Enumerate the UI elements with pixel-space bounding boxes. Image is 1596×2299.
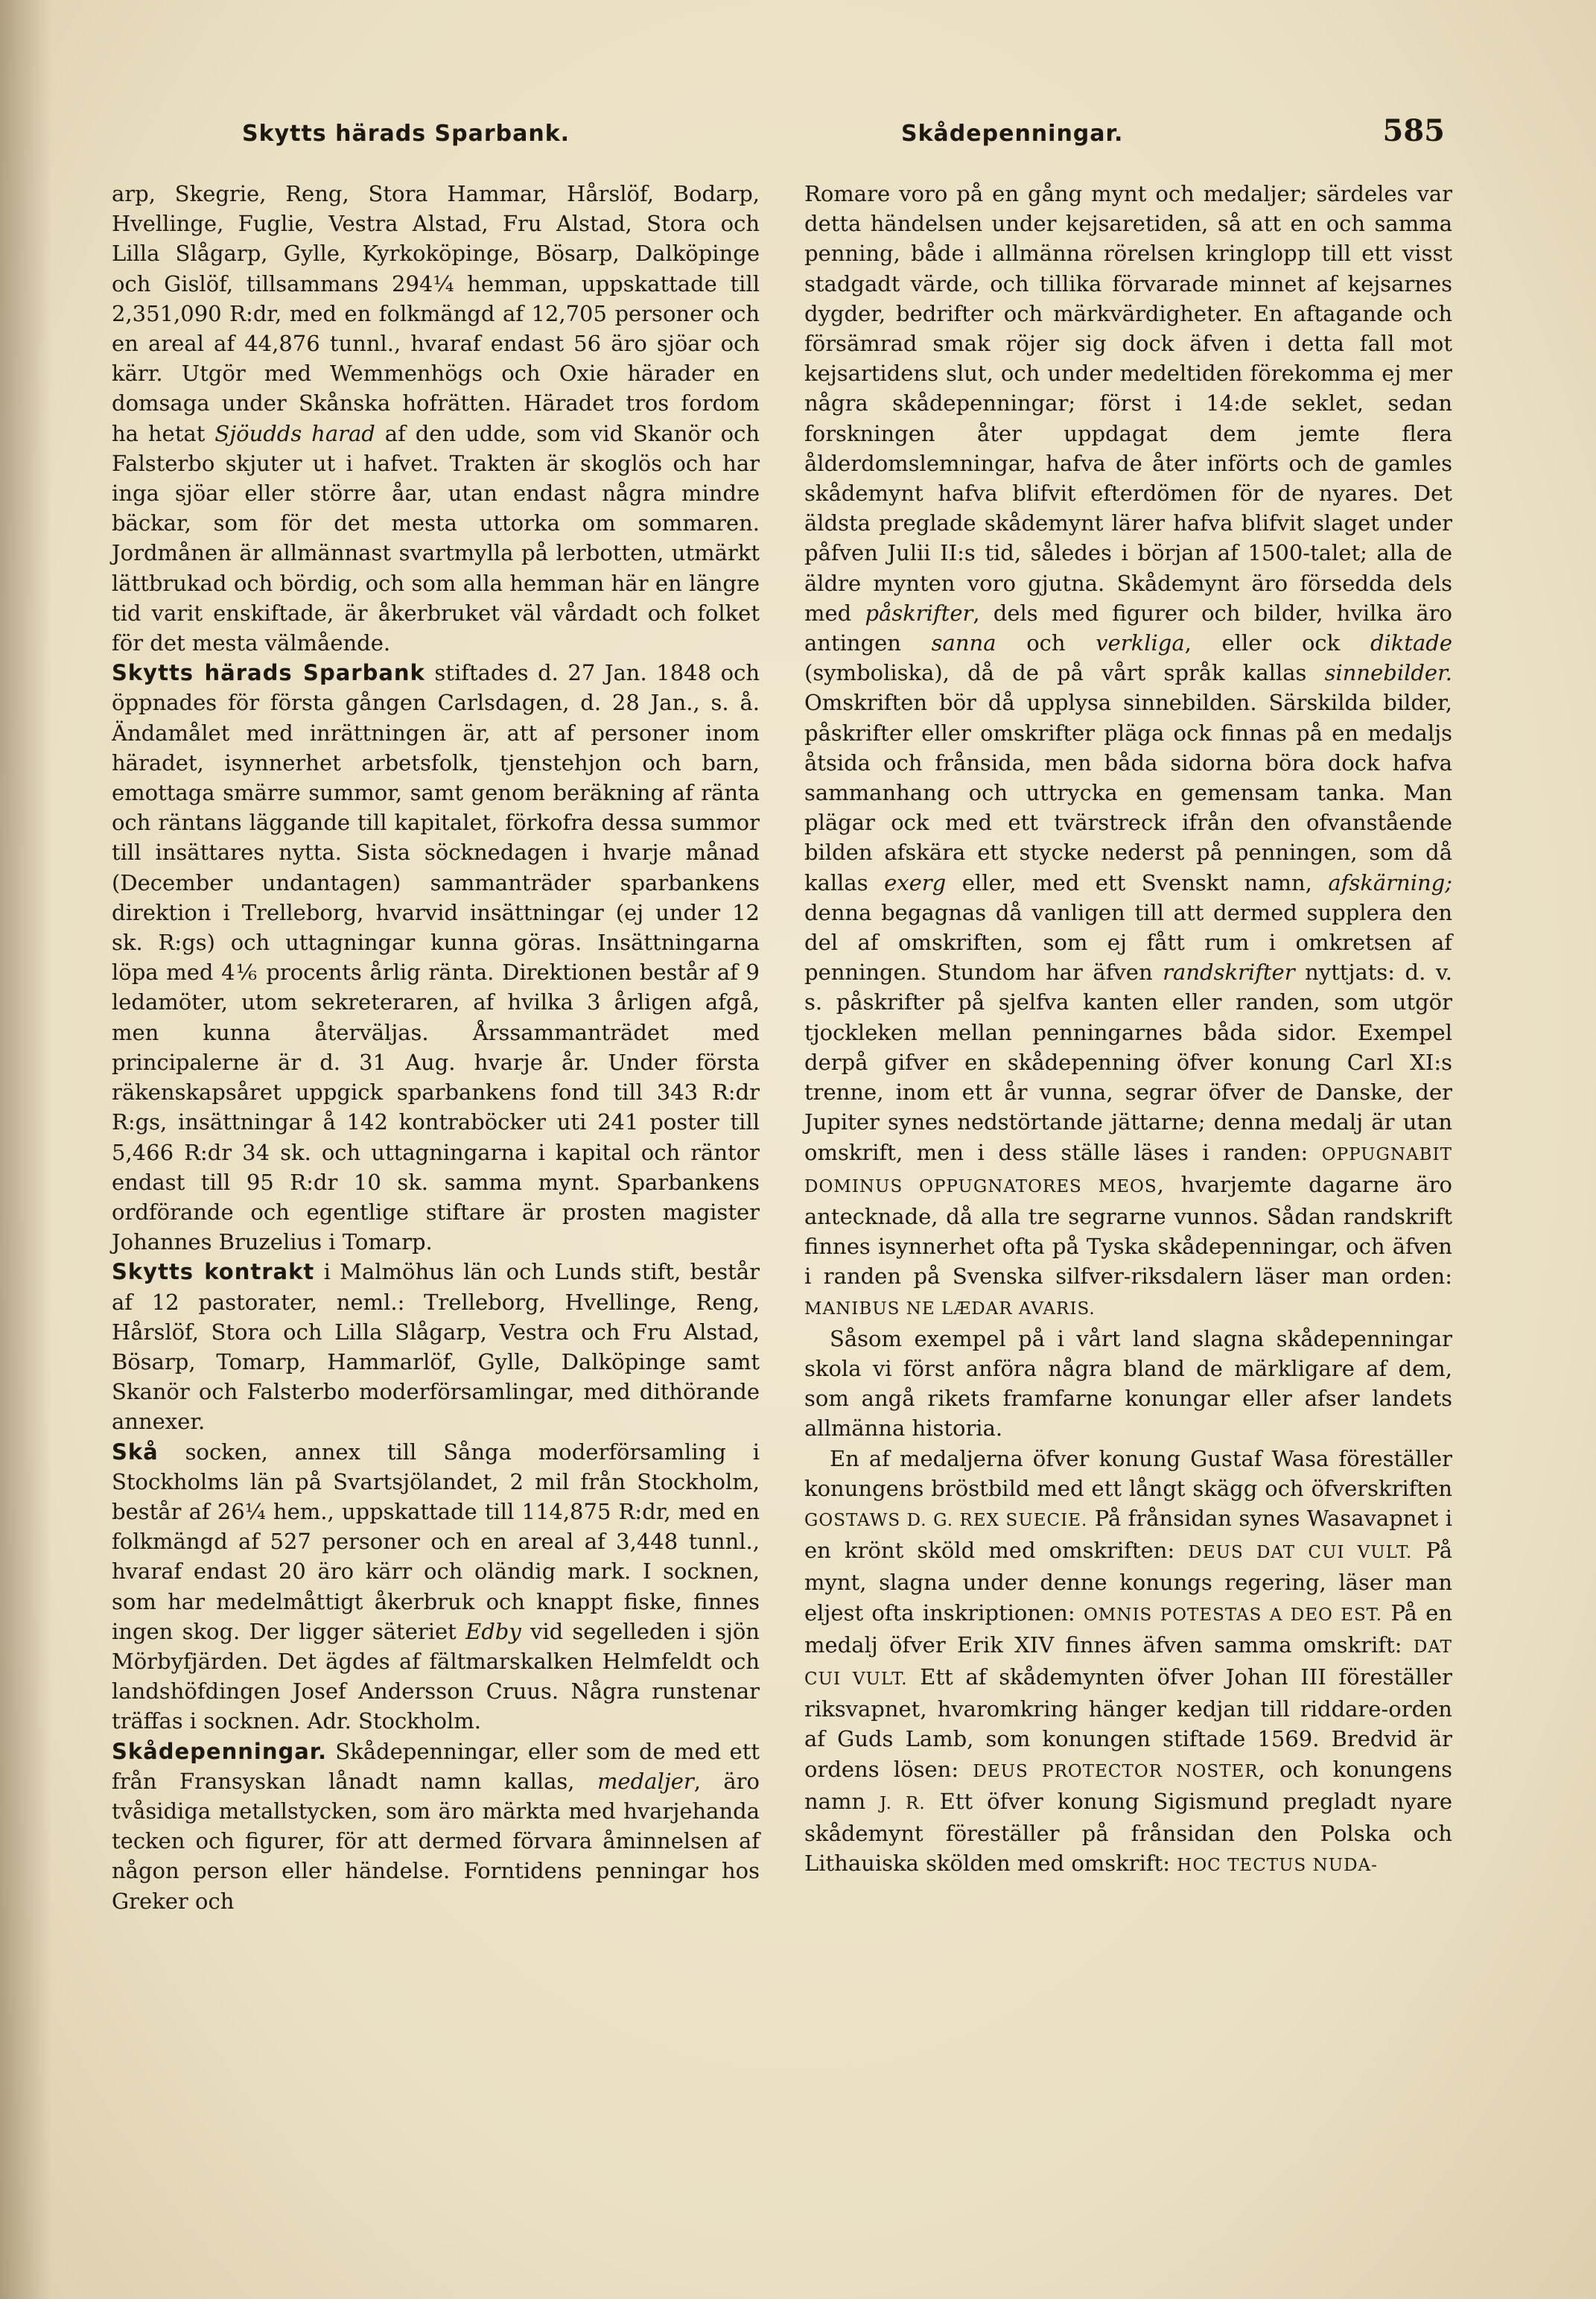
header-left: Skytts härads Sparbank.: [242, 121, 570, 147]
right-column: [804, 179, 1452, 1880]
paragraph-medals-intro: Romare voro på en gång mynt och medaljer; särdeles var detta händelsen under kejsaretiden, så att en och samma penning, både i allmänna rörelsen kringlopp till ett visst stadgadt värde, och tillika förvarade minnet af kejsarnes dygder, bedrifter och märkvärdigheter. En aftagande och försämrad smak röjer sig dock äfven i detta fall mot kejsartidens slut, och under medeltiden förekomma ej mer några skådepenningar; först i 14:de seklet, sedan forskningen åter uppdagat dem jemte flera ålderdomslemningar, hafva de åter införts och de gamles skådemynt hafva blifvit efterdömen för de nyares. Det äldsta preglade skådemynt lärer hafva blifvit slaget under påfven Julii II:s tid, således i början af 1500-talet; alla de äldre mynten voro gjutna. Skådemynt äro försedda dels med påskrifter, dels med figurer och bilder, hvilka äro antingen sanna och verkliga, eller ock diktade (symboliska), då de på vårt språk kallas sinnebilder. Omskriften bör då upplysa sinnebilden. Särskilda bilder, påskrifter eller omskrifter pläga ock finnas på en medaljs åtsida och frånsida, men båda sidorna böra dock hafva sammanhang och uttrycka en gemensam tanka. Man plägar ock med ett tvärstreck ifrån den ofvanstående bilden afskära ett stycke nederst på penningen, som då kallas exerg eller, med ett Svenskt namn, afskärning; denna begagnas då vanligen till att dermed supplera den del af omskriften, som ej fått rum i omkretsen af penningen. Stundom har äfven randskrifter nyttjats: d. v. s. påskrifter på sjelfva kanten eller randen, som utgör tjockleken mellan penningarnes båda sidor. Exempel derpå gifver en skådepenning öfver konung Carl XI:s trenne, inom ett år vunna, segrar öfver de Danske, der Jupiter synes nedstörtande jättarne; denna medalj är utan omskrift, men i dess ställe läses i randen: OPPUGNABIT DOMINUS OPPUGNATORES MEOS, hvarjemte dagarne äro antecknade, då alla tre segrarne vunnos. Sådan randskrift finnes isynnerhet ofta på Tyska skådepenningar, och äfven i randen på Svenska silfver-riksdalern läser man orden: MANIBUS NE LÆDAR AVARIS.: [804, 181, 1453, 1319]
headword: Skytts härads Sparbank: [112, 660, 425, 686]
page-number: 585: [1382, 113, 1445, 148]
entry-sparbank: Skytts härads Sparbank stiftades d. 27 Jan. 1848 och öppnades för första gången Carlsdagen, d. 28 Jan., s. å. Ändamålet med inrättningen är, att af personer inom häradet, isynnerhet arbetsfolk, tjenstehjon och barn, emottaga smärre summor, samt genom beräkning af ränta och räntans läggande till kapitalet, förkofra dessa summor till insättares nytta. Sista söcknedagen i hvarje månad (December undantagen) sammanträder sparbankens direktion i Trelleborg, hvarvid insättningar (ej under 12 sk. R:gs) och uttagningar kunna göras. Insättningarna löpa med 4⅙ procents årlig ränta. Direktionen består af 9 ledamöter, utom sekreteraren, af hvilka 3 årligen afgå, men kunna återväljas. Årssammanträdet med principalerne är d. 31 Aug. hvarje år. Under första räkenskapsåret uppgick sparbankens fond till 343 R:dr R:gs, insättningar å 142 kontraböcker uti 241 poster till 5,466 R:dr 34 sk. och uttagningarna i kapital och räntor endast till 95 R:dr 10 sk. samma mynt. Sparbankens ordförande och egentlige stiftare är prosten magister Johannes Bruzelius i Tomarp.: [112, 660, 760, 1255]
running-header: [112, 112, 1445, 156]
header-center: Skådepenningar.: [901, 121, 1124, 147]
headword: Skådepenningar.: [112, 1738, 327, 1764]
headword: Skytts kontrakt: [112, 1259, 315, 1285]
binding-shadow: [0, 0, 52, 2299]
entry-ska: Skå socken, annex till Sånga moderförsamling i Stockholms län på Svartsjölandet, 2 mil från Stockholm, består af 26¼ hem., uppskattade till 114,875 R:dr, med en folkmängd af 527 personer och en areal af 3,448 tunnl., hvaraf endast 20 äro kärr och oländig mark. I socknen, som har medelmåttigt åkerbruk och knappt fiske, finnes ingen skog. Der ligger säteriet Edby vid segelleden i sjön Mörbyfjärden. Det ägdes af fältmarskalken Helmfeldt och landshöfdingen Josef Andersson Cruus. Några runstenar träffas i socknen. Adr. Stockholm.: [112, 1439, 760, 1734]
entry-kontrakt: Skytts kontrakt i Malmöhus län och Lunds stift, består af 12 pastorater, neml.: Trelleborg, Hvellinge, Reng, Hårslöf, Stora och Lilla Slågarp, Vestra och Fru Alstad, Bösarp, Tomarp, Hammarlöf, Gylle, Dalköpinge samt Skanör och Falsterbo moderförsamlingar, med dithörande annexer.: [112, 1259, 760, 1435]
paragraph-gustaf-wasa: En af medaljerna öfver konung Gustaf Wasa föreställer konungens bröstbild med ett långt skägg och öfverskriften GOSTAWS D. G. REX SUECIE. På frånsidan synes Wasavapnet i en krönt sköld med omskriften: DEUS DAT CUI VULT. På mynt, slagna under denne konungs regering, läser man eljest ofta inskriptionen: OMNIS POTESTAS A DEO EST. På en medalj öfver Erik XIV finnes äfven samma omskrift: DAT CUI VULT. Ett af skådemynten öfver Johan III föreställer riksvapnet, hvaromkring hänger kedjan till riddare-orden af Guds Lamb, som konungen stiftade 1569. Bredvid är ordens lösen: DEUS PROTECTOR NOSTER, och konungens namn J. R. Ett öfver konung Sigismund pregladt nyare skådemynt föreställer på frånsidan den Polska och Lithauiska skölden med omskrift: HOC TECTUS NUDA-: [804, 1445, 1453, 1877]
left-column: [112, 179, 760, 1916]
paragraph-skytts-harad: arp, Skegrie, Reng, Stora Hammar, Hårslöf, Bodarp, Hvellinge, Fuglie, Vestra Alstad, Fru Alstad, Stora och Lilla Slågarp, Gylle, Kyrkoköpinge, Bösarp, Dalköpinge och Gislöf, tillsammans 294¼ hemman, uppskattade till 2,351,090 R:dr, med en folkmängd af 12,705 personer och en areal af 44,876 tunnl., hvaraf endast 56 äro sjöar och kärr. Utgör med Wemmenhögs och Oxie härader en domsaga under Skånska hofrätten. Häradet tros fordom ha hetat Sjöudds harad af den udde, som vid Skanör och Falsterbo skjuter ut i hafvet. Trakten är skoglös och har inga sjöar eller större åar, utan endast några mindre bäckar, som för det mesta uttorka om sommaren. Jordmånen är allmännast svartmylla på lerbotten, utmärkt lättbrukad och bördig, och som alla hemman här en längre tid varit enskiftade, är åkerbruket väl vårdadt och folket för det mesta välmående.: [112, 181, 760, 656]
paragraph-examples: Såsom exempel på i vårt land slagna skådepenningar skola vi först anföra några bland de märkligare af dem, som angå rikets framfarne konungar eller afser landets allmänna historia.: [804, 1325, 1452, 1442]
entry-skadepenningar: Skådepenningar. Skådepenningar, eller som de med ett från Fransyskan lånadt namn kallas, medaljer, äro tvåsidiga metallstycken, som äro märkta med hvarjehanda tecken och figurer, för att dermed förvara åminnelsen af någon person eller händelse. Forntidens penningar hos Greker och: [112, 1738, 760, 1914]
headword: Skå: [112, 1439, 159, 1465]
